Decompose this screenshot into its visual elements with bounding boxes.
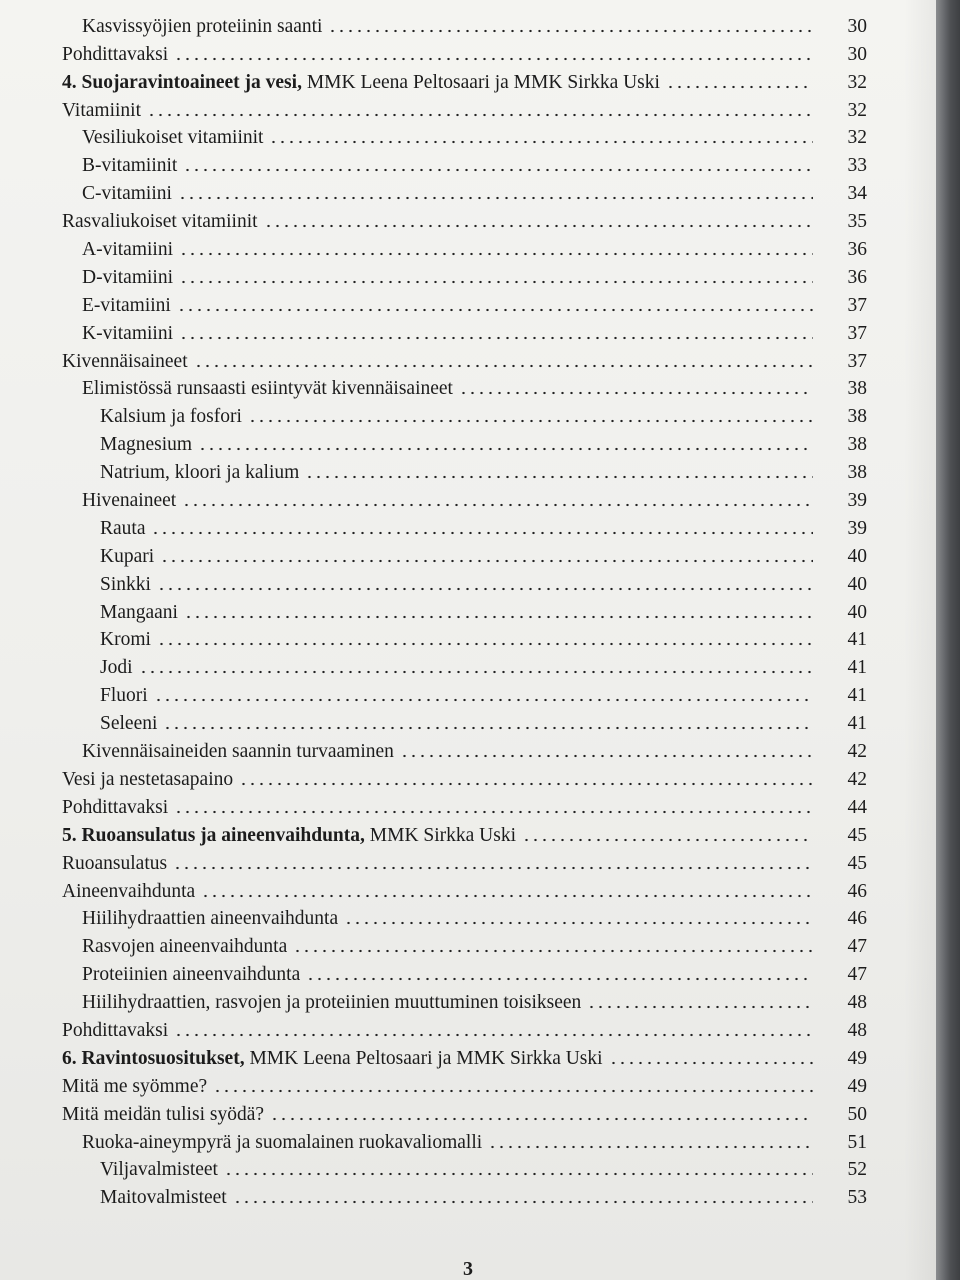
dot-leader: [174, 1033, 813, 1037]
chapter-title: Suojaravintoaineet ja vesi,: [81, 71, 302, 93]
toc-entry-label: Mangaani: [100, 601, 178, 623]
dot-leader: [174, 810, 813, 814]
toc-entry-label: Pohdittavaksi: [62, 1019, 169, 1041]
toc-page-number: 49: [847, 1075, 867, 1097]
toc-page-number: 51: [847, 1131, 867, 1153]
toc-page-number: 33: [847, 155, 867, 177]
toc-page-number: 32: [847, 71, 867, 93]
toc-page-number: 34: [847, 183, 867, 205]
toc-page-number: 40: [847, 545, 867, 567]
toc-entry-label: Jodi: [100, 657, 133, 679]
dot-leader: [151, 531, 813, 535]
toc-entry-label: [62, 72, 660, 94]
toc-entry: [62, 205, 867, 233]
dot-leader: [139, 670, 813, 674]
toc-page-number: 48: [847, 992, 867, 1014]
dot-leader: [213, 1089, 813, 1093]
dot-leader: [182, 503, 813, 507]
dot-leader: [198, 447, 813, 451]
toc-entry-label: A-vitamiini: [82, 239, 173, 261]
toc-page-number: 42: [847, 768, 867, 790]
toc-entry-label: Sinkki: [100, 573, 151, 595]
dot-leader: [609, 1061, 813, 1065]
dot-leader: [154, 698, 813, 702]
toc-entry-label: Vesi ja nestetasapaino: [62, 768, 234, 790]
toc-page-number: 32: [847, 99, 867, 121]
chapter-authors: MMK Sirkka Uski: [364, 824, 517, 846]
toc-entry-label: B-vitamiinit: [82, 155, 178, 177]
dot-leader: [179, 252, 813, 256]
dot-leader: [400, 754, 813, 758]
dot-leader: [306, 977, 813, 981]
dot-leader: [270, 1117, 813, 1121]
dot-leader: [293, 949, 813, 953]
toc-entry-label: Hivenaineet: [82, 490, 177, 512]
toc-entry: [62, 651, 867, 679]
chapter-number: 4.: [62, 71, 77, 93]
toc-entry-label: Elimistössä runsaasti esiintyvät kivennäisaineet: [82, 378, 453, 400]
dot-leader: [178, 196, 813, 200]
toc-entry: [62, 456, 867, 484]
toc-entry: [62, 847, 867, 875]
dot-leader: [305, 475, 813, 479]
toc-page-number: 41: [847, 685, 867, 707]
toc-entry: [62, 763, 867, 791]
toc-entry: [62, 540, 867, 568]
toc-page-number: 42: [847, 741, 867, 763]
toc-page-number: 40: [847, 601, 867, 623]
chapter-authors: MMK Leena Peltosaari ja MMK Sirkka Uski: [244, 1047, 603, 1069]
toc-entry-label: K-vitamiini: [82, 322, 173, 344]
toc-entry: [62, 10, 867, 38]
dot-leader: [157, 587, 813, 591]
toc-entry: [62, 568, 867, 596]
toc-entry: [62, 317, 867, 345]
toc-entry: [62, 1181, 867, 1209]
dot-leader: [179, 280, 813, 284]
toc-page-number: 35: [847, 211, 867, 233]
page-number: 3: [463, 1258, 473, 1280]
toc-entry-label: [62, 1048, 603, 1070]
toc-page-number: 36: [847, 266, 867, 288]
toc-page-number: 30: [847, 15, 867, 37]
facing-page-shadow: [904, 0, 936, 1280]
toc-entry: [62, 345, 867, 373]
toc-entry-label: Pohdittavaksi: [62, 796, 169, 818]
dot-leader: [173, 866, 813, 870]
toc-page-number: 37: [847, 294, 867, 316]
dot-leader: [459, 391, 813, 395]
toc-entry: [62, 958, 867, 986]
toc-entry-label: Kivennäisaineiden saannin turvaaminen: [82, 741, 394, 763]
toc-entry: [62, 1098, 867, 1126]
dot-leader: [163, 726, 813, 730]
toc-entry: [62, 930, 867, 958]
chapter-title: Ravintosuositukset,: [81, 1047, 245, 1069]
toc-entry: [62, 791, 867, 819]
toc-entry: [62, 261, 867, 289]
chapter-number: 5.: [62, 824, 77, 846]
chapter-title: Ruoansulatus ja aineenvaihdunta,: [81, 824, 365, 846]
toc-page-number: 45: [847, 852, 867, 874]
book-gutter-edge: [936, 0, 960, 1280]
toc-page-number: 41: [847, 629, 867, 651]
toc-page-number: 47: [847, 936, 867, 958]
toc-entry: [62, 38, 867, 66]
toc-entry: [62, 1126, 867, 1154]
chapter-authors: MMK Leena Peltosaari ja MMK Sirkka Uski: [301, 71, 660, 93]
dot-leader: [157, 642, 813, 646]
toc-entry: [62, 428, 867, 456]
toc-entry: [62, 1154, 867, 1182]
toc-entry-label: Mitä meidän tulisi syödä?: [62, 1103, 265, 1125]
dot-leader: [201, 894, 813, 898]
dot-leader: [177, 308, 813, 312]
toc-entry: [62, 177, 867, 205]
toc-entry-label: Kupari: [100, 545, 155, 567]
toc-page-number: 38: [847, 406, 867, 428]
dot-leader: [239, 782, 813, 786]
toc-page-number: 47: [847, 964, 867, 986]
dot-leader: [269, 140, 813, 144]
dot-leader: [174, 57, 813, 61]
toc-entry: [62, 484, 867, 512]
dot-leader: [179, 336, 813, 340]
chapter-number: 6.: [62, 1047, 77, 1069]
toc-entry-label: Vesiliukoiset vitamiinit: [82, 127, 264, 149]
toc-page-number: 32: [847, 127, 867, 149]
dot-leader: [233, 1200, 813, 1204]
dot-leader: [264, 224, 813, 228]
toc-entry: [62, 400, 867, 428]
toc-entry-label: Ruoansulatus: [62, 852, 168, 874]
toc-entry-label: Kivennäisaineet: [62, 350, 188, 372]
toc-entry: [62, 373, 867, 401]
toc-page-number: 49: [847, 1047, 867, 1069]
toc-entry: [62, 903, 867, 931]
dot-leader: [183, 168, 813, 172]
toc-entry-label: Rasvojen aineenvaihdunta: [82, 936, 288, 958]
toc-entry-label: Hiilihydraattien aineenvaihdunta: [82, 908, 339, 930]
dot-leader: [160, 559, 813, 563]
dot-leader: [184, 615, 813, 619]
toc-entry: [62, 1014, 867, 1042]
toc-page-number: 39: [847, 517, 867, 539]
toc-entry-label: C-vitamiini: [82, 183, 172, 205]
toc-entry-label: Maitovalmisteet: [100, 1187, 227, 1209]
toc-entry-label: Ruoka-aineympyrä ja suomalainen ruokavaliomalli: [82, 1131, 483, 1153]
toc-entry-label: Vitamiinit: [62, 99, 141, 121]
toc-page-number: 38: [847, 378, 867, 400]
toc-page-number: 39: [847, 490, 867, 512]
toc-entry-label: Mitä me syömme?: [62, 1075, 208, 1097]
toc-page-number: 44: [847, 796, 867, 818]
toc-entry: [62, 94, 867, 122]
dot-leader: [248, 419, 813, 423]
dot-leader: [344, 921, 813, 925]
toc-chapter-heading: [62, 1042, 867, 1070]
toc-entry-label: Hiilihydraattien, rasvojen ja proteiinien muuttuminen toisikseen: [82, 992, 582, 1014]
toc-entry-label: E-vitamiini: [82, 294, 171, 316]
toc-page-number: 50: [847, 1103, 867, 1125]
toc-entry-label: Natrium, kloori ja kalium: [100, 462, 300, 484]
toc-page-number: 41: [847, 657, 867, 679]
toc-page-number: 52: [847, 1159, 867, 1181]
toc-page-number: 36: [847, 239, 867, 261]
toc-entry-label: Kromi: [100, 629, 151, 651]
toc-page-number: 46: [847, 908, 867, 930]
dot-leader: [488, 1145, 813, 1149]
toc-page-number: 30: [847, 43, 867, 65]
toc-entry-label: Seleeni: [100, 713, 158, 735]
toc-entry: [62, 679, 867, 707]
toc-entry: [62, 289, 867, 317]
toc-entry-label: Rasvaliukoiset vitamiinit: [62, 211, 258, 233]
toc-page-number: 40: [847, 573, 867, 595]
dot-leader: [147, 113, 813, 117]
toc-page-number: 38: [847, 462, 867, 484]
toc-entry-label: Magnesium: [100, 434, 193, 456]
table-of-contents: [62, 10, 867, 1209]
toc-entry-label: Pohdittavaksi: [62, 43, 169, 65]
toc-entry: [62, 233, 867, 261]
dot-leader: [328, 29, 813, 33]
dot-leader: [224, 1172, 813, 1176]
dot-leader: [666, 85, 813, 89]
toc-page-number: 37: [847, 322, 867, 344]
dot-leader: [194, 364, 813, 368]
toc-page-number: 37: [847, 350, 867, 372]
toc-entry: [62, 875, 867, 903]
toc-page-number: 53: [847, 1187, 867, 1209]
toc-page-number: 48: [847, 1019, 867, 1041]
toc-entry: [62, 596, 867, 624]
toc-page-number: 38: [847, 434, 867, 456]
toc-entry-label: Kalsium ja fosfori: [100, 406, 242, 428]
toc-entry-label: Aineenvaihdunta: [62, 880, 196, 902]
toc-entry: [62, 1070, 867, 1098]
toc-entry-label: Kasvissyöjien proteiinin saanti: [82, 15, 323, 37]
dot-leader: [587, 1005, 813, 1009]
toc-entry: [62, 986, 867, 1014]
toc-entry: [62, 707, 867, 735]
toc-chapter-heading: [62, 66, 867, 94]
toc-entry: [62, 149, 867, 177]
toc-entry-label: Rauta: [100, 517, 146, 539]
toc-page-number: 45: [847, 824, 867, 846]
toc-entry-label: Viljavalmisteet: [100, 1159, 218, 1181]
toc-entry: [62, 735, 867, 763]
toc-entry: [62, 122, 867, 150]
toc-page-number: 41: [847, 713, 867, 735]
dot-leader: [522, 838, 813, 842]
toc-entry-label: [62, 825, 516, 847]
toc-entry-label: D-vitamiini: [82, 266, 173, 288]
toc-entry-label: Fluori: [100, 685, 148, 707]
toc-page-number: 46: [847, 880, 867, 902]
toc-entry-label: Proteiinien aineenvaihdunta: [82, 964, 301, 986]
toc-entry: [62, 512, 867, 540]
toc-chapter-heading: [62, 819, 867, 847]
toc-entry: [62, 624, 867, 652]
